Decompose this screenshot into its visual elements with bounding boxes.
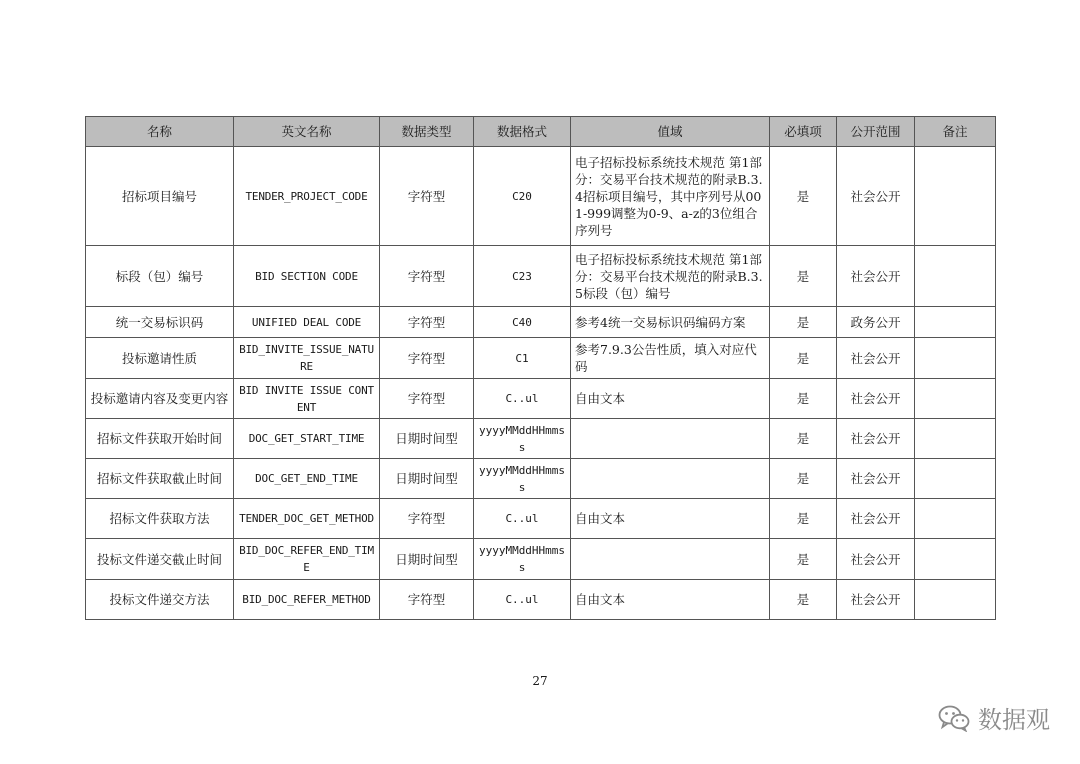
header-remarks: 备注 [915, 117, 996, 147]
cell-english-name: BID_INVITE_ISSUE_NATURE [234, 338, 380, 379]
cell-required: 是 [770, 147, 837, 246]
cell-disclosure-scope: 社会公开 [837, 539, 915, 580]
cell-remarks [915, 246, 996, 307]
cell-data-type: 字符型 [380, 379, 474, 419]
header-data-format: 数据格式 [474, 117, 571, 147]
table-row [86, 580, 996, 620]
cell-english-name: BID INVITE ISSUE CONTENT [234, 379, 380, 419]
cell-english-name: BID_DOC_REFER_END_TIME [234, 539, 380, 580]
header-required: 必填项 [770, 117, 837, 147]
cell-remarks [915, 499, 996, 539]
cell-data-type: 日期时间型 [380, 459, 474, 499]
cell-data-type: 字符型 [380, 246, 474, 307]
cell-data-type: 字符型 [380, 499, 474, 539]
table-row [86, 338, 996, 379]
cell-required: 是 [770, 379, 837, 419]
cell-required: 是 [770, 338, 837, 379]
table-row [86, 147, 996, 246]
table-row [86, 419, 996, 459]
cell-data-format: C..ul [474, 499, 571, 539]
cell-name: 投标文件递交截止时间 [86, 539, 234, 580]
cell-english-name: BID_DOC_REFER_METHOD [234, 580, 380, 620]
cell-required: 是 [770, 459, 837, 499]
cell-disclosure-scope: 社会公开 [837, 147, 915, 246]
cell-disclosure-scope: 社会公开 [837, 419, 915, 459]
cell-remarks [915, 580, 996, 620]
header-english-name: 英文名称 [234, 117, 380, 147]
cell-data-type: 日期时间型 [380, 419, 474, 459]
cell-name: 统一交易标识码 [86, 307, 234, 338]
cell-value-domain: 电子招标投标系统技术规范 第1部分：交易平台技术规范的附录B.3.5标段（包）编号 [571, 246, 770, 307]
cell-name: 标段（包）编号 [86, 246, 234, 307]
cell-disclosure-scope: 社会公开 [837, 246, 915, 307]
cell-disclosure-scope: 社会公开 [837, 379, 915, 419]
cell-data-format: C20 [474, 147, 571, 246]
cell-name: 招标项目编号 [86, 147, 234, 246]
data-spec-table [85, 116, 996, 620]
cell-name: 投标文件递交方法 [86, 580, 234, 620]
cell-required: 是 [770, 419, 837, 459]
header-data-type: 数据类型 [380, 117, 474, 147]
cell-value-domain [571, 459, 770, 499]
cell-disclosure-scope: 社会公开 [837, 459, 915, 499]
cell-required: 是 [770, 499, 837, 539]
cell-required: 是 [770, 307, 837, 338]
cell-remarks [915, 379, 996, 419]
table-row [86, 379, 996, 419]
cell-data-type: 日期时间型 [380, 539, 474, 580]
cell-english-name: TENDER_DOC_GET_METHOD [234, 499, 380, 539]
cell-required: 是 [770, 246, 837, 307]
cell-value-domain: 自由文本 [571, 580, 770, 620]
watermark-text: 数据观 [978, 706, 1050, 734]
cell-data-format: C1 [474, 338, 571, 379]
cell-disclosure-scope: 社会公开 [837, 580, 915, 620]
header-name: 名称 [86, 117, 234, 147]
cell-remarks [915, 459, 996, 499]
cell-english-name: UNIFIED DEAL CODE [234, 307, 380, 338]
cell-value-domain: 参考7.9.3公告性质，填入对应代码 [571, 338, 770, 379]
cell-value-domain [571, 539, 770, 580]
cell-remarks [915, 539, 996, 580]
cell-english-name: DOC_GET_START_TIME [234, 419, 380, 459]
cell-required: 是 [770, 580, 837, 620]
table-header-row [86, 117, 996, 147]
cell-name: 投标邀请内容及变更内容 [86, 379, 234, 419]
cell-value-domain: 自由文本 [571, 379, 770, 419]
cell-data-type: 字符型 [380, 580, 474, 620]
cell-data-type: 字符型 [380, 338, 474, 379]
cell-value-domain [571, 419, 770, 459]
table-row [86, 499, 996, 539]
watermark [938, 700, 1050, 735]
table-row [86, 307, 996, 338]
cell-data-type: 字符型 [380, 307, 474, 338]
cell-data-format: C..ul [474, 379, 571, 419]
cell-value-domain: 电子招标投标系统技术规范 第1部分：交易平台技术规范的附录B.3.4招标项目编号，其中序列号从001-999调整为0-9、a-z的3位组合序列号 [571, 147, 770, 246]
cell-name: 招标文件获取方法 [86, 499, 234, 539]
cell-remarks [915, 307, 996, 338]
table-row [86, 246, 996, 307]
cell-remarks [915, 419, 996, 459]
cell-remarks [915, 338, 996, 379]
cell-value-domain: 参考4统一交易标识码编码方案 [571, 307, 770, 338]
cell-name: 招标文件获取开始时间 [86, 419, 234, 459]
cell-data-format: yyyyMMddHHmmss [474, 539, 571, 580]
cell-disclosure-scope: 社会公开 [837, 499, 915, 539]
wechat-icon [938, 704, 970, 732]
page-number: 27 [532, 674, 548, 688]
cell-required: 是 [770, 539, 837, 580]
cell-data-type: 字符型 [380, 147, 474, 246]
cell-disclosure-scope: 社会公开 [837, 338, 915, 379]
cell-remarks [915, 147, 996, 246]
cell-english-name: TENDER_PROJECT_CODE [234, 147, 380, 246]
cell-data-format: yyyyMMddHHmmss [474, 459, 571, 499]
cell-data-format: C..ul [474, 580, 571, 620]
table-row [86, 539, 996, 580]
cell-data-format: C23 [474, 246, 571, 307]
table-row [86, 459, 996, 499]
cell-value-domain: 自由文本 [571, 499, 770, 539]
cell-disclosure-scope: 政务公开 [837, 307, 915, 338]
cell-data-format: C40 [474, 307, 571, 338]
cell-english-name: BID SECTION CODE [234, 246, 380, 307]
header-disclosure-scope: 公开范围 [837, 117, 915, 147]
cell-name: 招标文件获取截止时间 [86, 459, 234, 499]
header-value-domain: 值域 [571, 117, 770, 147]
cell-data-format: yyyyMMddHHmmss [474, 419, 571, 459]
cell-name: 投标邀请性质 [86, 338, 234, 379]
cell-english-name: DOC_GET_END_TIME [234, 459, 380, 499]
